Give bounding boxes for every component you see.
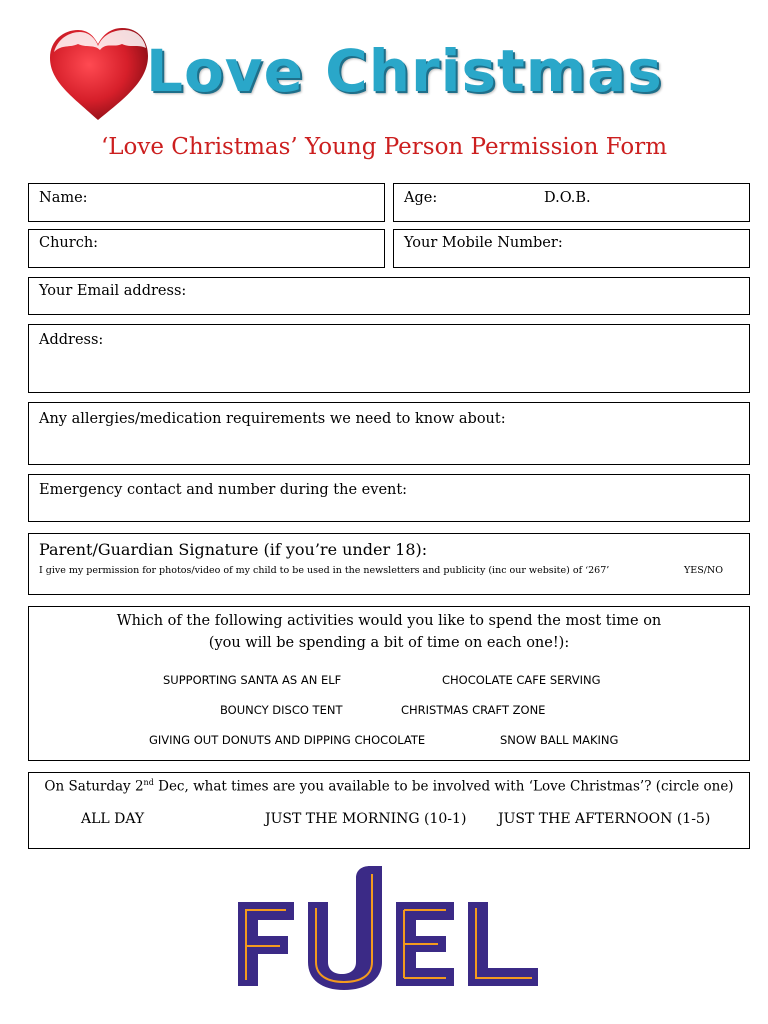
name-label: Name:	[39, 190, 88, 206]
activity-option[interactable]: SNOW BALL MAKING	[500, 733, 619, 747]
activity-option[interactable]: CHOCOLATE CAFE SERVING	[442, 673, 601, 687]
fuel-logo	[232, 862, 544, 992]
fuel-logo-text: FUEL	[232, 862, 235, 863]
availability-box	[28, 772, 750, 849]
photo-permission-text: I give my permission for photos/video of my child to be used in the newsletters and publicity (inc our website) of ‘267’	[39, 565, 610, 576]
address-label: Address:	[39, 332, 104, 348]
emergency-label: Emergency contact and number during the event:	[39, 482, 408, 498]
availability-question	[29, 778, 749, 795]
age-label: Age:	[404, 190, 438, 206]
mobile-field[interactable]	[393, 229, 750, 268]
activities-question-line2: (you will be spending a bit of time on each one!):	[208, 635, 570, 651]
availability-question-pre: On Saturday 2	[44, 778, 144, 795]
availability-morning[interactable]: JUST THE MORNING (10-1)	[265, 811, 467, 827]
availability-question-sup: nd	[143, 778, 154, 787]
availability-question-post: Dec, what times are you available to be involved with ‘Love Christmas’? (circle one)	[153, 778, 734, 795]
age-dob-field[interactable]	[393, 183, 750, 222]
activities-question-line1: Which of the following activities would you like to spend the most time on	[116, 613, 662, 629]
love-christmas-logo	[44, 24, 734, 124]
dob-label: D.O.B.	[544, 190, 591, 206]
signature-box[interactable]	[28, 533, 750, 595]
heart-icon	[44, 24, 152, 124]
name-field[interactable]	[28, 183, 385, 222]
allergies-field[interactable]	[28, 402, 750, 465]
availability-all-day[interactable]: ALL DAY	[81, 811, 145, 827]
email-field[interactable]	[28, 277, 750, 315]
address-field[interactable]	[28, 324, 750, 393]
email-label: Your Email address:	[39, 283, 187, 299]
form-title: ‘Love Christmas’ Young Person Permission Form	[100, 134, 668, 160]
mobile-label: Your Mobile Number:	[404, 235, 563, 251]
emergency-field[interactable]	[28, 474, 750, 522]
activity-option[interactable]: SUPPORTING SANTA AS AN ELF	[163, 673, 342, 687]
activity-option[interactable]: CHRISTMAS CRAFT ZONE	[401, 703, 546, 717]
activity-option[interactable]: GIVING OUT DONUTS AND DIPPING CHOCOLATE	[149, 733, 426, 747]
signature-label: Parent/Guardian Signature (if you’re under 18):	[39, 540, 428, 559]
activity-option[interactable]: BOUNCY DISCO TENT	[220, 703, 343, 717]
allergies-label: Any allergies/medication requirements we need to know about:	[39, 411, 506, 427]
yes-no-option[interactable]: YES/NO	[684, 565, 724, 576]
activities-box	[28, 606, 750, 761]
church-field[interactable]	[28, 229, 385, 268]
availability-afternoon[interactable]: JUST THE AFTERNOON (1-5)	[498, 811, 711, 827]
logo-text: Love Christmas	[146, 37, 663, 105]
church-label: Church:	[39, 235, 99, 251]
